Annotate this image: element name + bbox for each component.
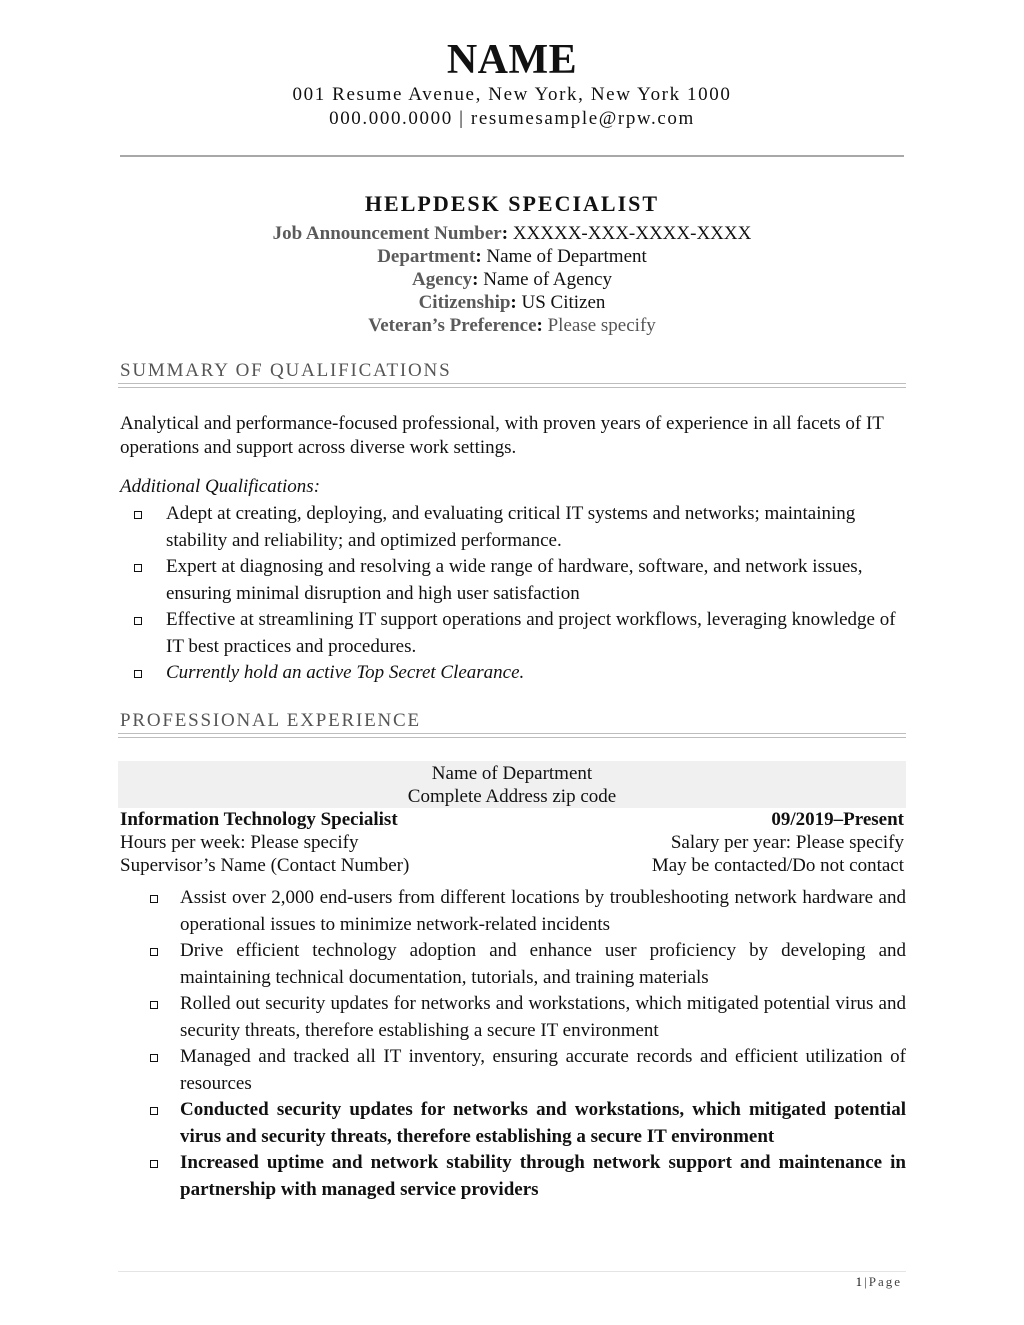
page-number: 1 bbox=[855, 1274, 865, 1289]
agency-field: Agency: Name of Agency bbox=[412, 269, 612, 290]
hours-salary-row bbox=[120, 831, 904, 854]
footer-divider bbox=[118, 1271, 906, 1272]
footer-separator: | bbox=[864, 1274, 869, 1289]
list-item: Conducted security updates for networks and workstations, which mitigated potential virus and security threats, therefore establishing a secure IT environment bbox=[146, 1097, 906, 1150]
job-title: HELPDESK SPECIALIST bbox=[364, 191, 660, 216]
checkbox-bullet-icon bbox=[134, 564, 142, 572]
field-label: Agency bbox=[412, 269, 473, 290]
checkbox-bullet-icon bbox=[134, 617, 142, 625]
contact-permission: May be contacted/Do not contact bbox=[651, 855, 904, 876]
supervisor-row bbox=[120, 854, 904, 877]
checkbox-bullet-icon bbox=[150, 1160, 158, 1168]
field-value: Please specify bbox=[547, 315, 656, 336]
field-value: Name of Agency bbox=[483, 269, 612, 290]
header-divider bbox=[120, 155, 904, 157]
summary-heading: SUMMARY OF QUALIFICATIONS bbox=[120, 360, 452, 381]
list-item: Rolled out security updates for networks and workstations, which mitigated potential virus and security threats, therefore establishing a secure IT environment bbox=[146, 991, 906, 1044]
checkbox-bullet-icon bbox=[134, 670, 142, 678]
page-footer bbox=[856, 1274, 902, 1290]
address-line: 001 Resume Avenue, New York, New York 1000 bbox=[292, 84, 732, 105]
list-item: Drive efficient technology adoption and enhance user proficiency by developing and maintaining technical documentation, tutorials, and training materials bbox=[146, 938, 906, 991]
salary-per-year: Salary per year: Please specify bbox=[670, 832, 904, 853]
checkbox-bullet-icon bbox=[150, 1001, 158, 1009]
summary-divider bbox=[118, 383, 906, 388]
additional-qualifications-label: Additional Qualifications: bbox=[120, 476, 321, 497]
list-item: Adept at creating, deploying, and evaluating critical IT systems and networks; maintaining stability and reliability; and optimized performance. bbox=[130, 501, 906, 554]
position-dates: 09/2019–Present bbox=[771, 809, 904, 830]
page-label: Page bbox=[868, 1274, 902, 1289]
list-item: Effective at streamlining IT support operations and project workflows, leveraging knowledge of IT best practices and procedures. bbox=[130, 607, 906, 660]
position-row bbox=[120, 808, 904, 831]
field-label: Department bbox=[377, 246, 476, 267]
summary-paragraph: Analytical and performance-focused professional, with proven years of experience in all facets of IT operations and support across diverse work settings. bbox=[120, 413, 884, 458]
field-value: XXXXX-XXX-XXXX-XXXX bbox=[512, 223, 752, 244]
checkbox-bullet-icon bbox=[134, 511, 142, 519]
citizenship-field: Citizenship: US Citizen bbox=[418, 292, 606, 313]
list-item: Currently hold an active Top Secret Clearance. bbox=[130, 660, 906, 687]
list-item: Expert at diagnosing and resolving a wide range of hardware, software, and network issues, ensuring minimal disruption and high user satisfaction bbox=[130, 554, 906, 607]
hours-per-week: Hours per week: Please specify bbox=[120, 832, 359, 853]
supervisor-name: Supervisor’s Name (Contact Number) bbox=[120, 855, 410, 876]
department-field: Department: Name of Department bbox=[377, 246, 647, 267]
candidate-name: NAME bbox=[446, 37, 578, 83]
employer-address: Complete Address zip code bbox=[407, 786, 617, 807]
duties-list bbox=[146, 885, 906, 1203]
experience-heading: PROFESSIONAL EXPERIENCE bbox=[120, 710, 421, 731]
field-value: Name of Department bbox=[486, 246, 647, 267]
field-value: US Citizen bbox=[521, 292, 606, 313]
phone-email-line: 000.000.0000 | resumesample@rpw.com bbox=[329, 108, 695, 129]
veterans-preference-field: Veteran’s Preference: Please specify bbox=[368, 315, 656, 336]
checkbox-bullet-icon bbox=[150, 895, 158, 903]
checkbox-bullet-icon bbox=[150, 1054, 158, 1062]
checkbox-bullet-icon bbox=[150, 1107, 158, 1115]
qualifications-list bbox=[130, 501, 906, 687]
field-label: Veteran’s Preference bbox=[368, 315, 537, 336]
field-label: Citizenship bbox=[418, 292, 511, 313]
position-title: Information Technology Specialist bbox=[120, 809, 398, 830]
experience-divider bbox=[118, 733, 906, 738]
field-label: Job Announcement Number bbox=[272, 223, 502, 244]
list-item: Managed and tracked all IT inventory, ensuring accurate records and efficient utilization of resources bbox=[146, 1044, 906, 1097]
job-announcement-number: Job Announcement Number: XXXXX-XXX-XXXX-XXXX bbox=[272, 223, 752, 244]
list-item: Assist over 2,000 end-users from different locations by troubleshooting network hardware and operational issues to minimize network-related incidents bbox=[146, 885, 906, 938]
checkbox-bullet-icon bbox=[150, 948, 158, 956]
employer-name: Name of Department bbox=[431, 763, 593, 784]
list-item: Increased uptime and network stability through network support and maintenance in partnership with managed service providers bbox=[146, 1150, 906, 1203]
